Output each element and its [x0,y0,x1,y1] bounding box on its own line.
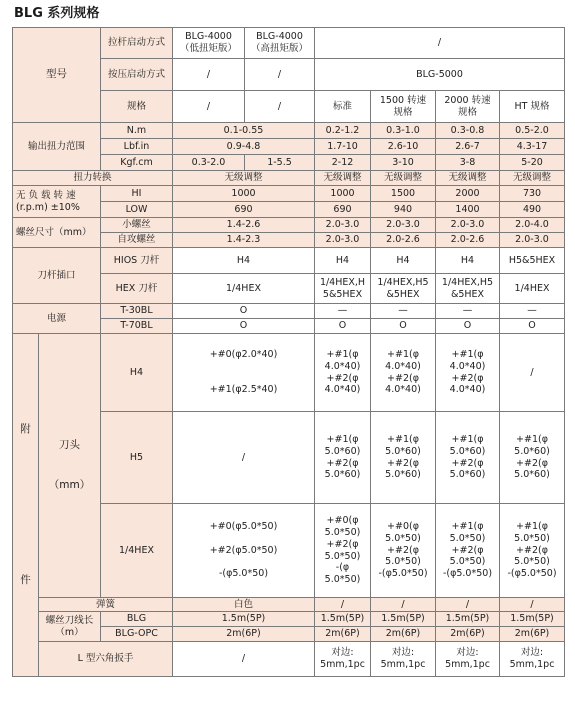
hios-ht: H5&5HEX [500,248,565,274]
t70bl-std: O [315,319,371,334]
hios-bit-label: HIOS 刀杆 [101,248,173,274]
speed-low-label: LOW [101,202,173,218]
l-wrench-std: 对边: 5mm,1pc [315,642,371,677]
speed-low-2000: 1400 [436,202,500,218]
t30bl-std: — [315,304,371,319]
speed-hi-std: 1000 [315,186,371,202]
torque-switch-2000: 无级调整 [436,171,500,186]
t70bl-4000: O [173,319,315,334]
screw-small-4000: 1.4-2.6 [173,218,315,233]
bit-hex-2000: +#1(φ 5.0*50) +#2(φ 5.0*50) -(φ5.0*50) [436,504,500,598]
spring-4000: 白色 [173,598,315,612]
press-slash-high: / [245,59,315,91]
spec-2000: 2000 转速 规格 [436,91,500,123]
model-label: 型号 [13,28,101,123]
t30bl-label: T-30BL [101,304,173,319]
torque-nm-std: 0.2-1.2 [315,123,371,139]
torque-switch-std: 无级调整 [315,171,371,186]
speed-label: 无 负 载 转 速 (r.p.m) ±10% [13,186,101,218]
t30bl-4000: O [173,304,315,319]
accessory-label [13,334,39,677]
l-wrench-1500: 对边: 5mm,1pc [371,642,436,677]
screw-small-1500: 2.0-3.0 [371,218,436,233]
torque-lbf-ht: 4.3-17 [500,139,565,155]
torque-switch-ht: 无级调整 [500,171,565,186]
wire-opc-label: BLG-OPC [101,627,173,642]
bit-h5-label: H5 [101,412,173,504]
hex-1500: 1/4HEX,H5 &5HEX [371,274,436,304]
bit-socket-label: 刀杆插口 [13,248,101,304]
t30bl-ht: — [500,304,565,319]
torque-nm-1500: 0.3-1.0 [371,123,436,139]
blg4000-low-header: BLG-4000 （低扭矩版） [173,28,245,59]
spec-high: / [245,91,315,123]
speed-hi-ht: 730 [500,186,565,202]
wire-blg-2000: 1.5m(5P) [436,612,500,627]
hios-2000: H4 [436,248,500,274]
t30bl-1500: — [371,304,436,319]
torque-kgf-1500: 3-10 [371,155,436,171]
hex-bit-label: HEX 刀杆 [101,274,173,304]
speed-hi-2000: 2000 [436,186,500,202]
speed-low-4000: 690 [173,202,315,218]
wire-length-label: 螺丝刀线长 （m） [39,612,101,642]
spring-std: / [315,598,371,612]
wire-blg-1500: 1.5m(5P) [371,612,436,627]
wire-blg-std: 1.5m(5P) [315,612,371,627]
l-wrench-ht: 对边: 5mm,1pc [500,642,565,677]
accessory-label-top: 附 [20,423,31,436]
bit-h5-4000: / [173,412,315,504]
wire-opc-std: 2m(6P) [315,627,371,642]
spring-2000: / [436,598,500,612]
blg4000-high-header: BLG-4000 （高扭矩版） [245,28,315,59]
bit-h4-ht: / [500,334,565,412]
wire-blg-4000: 1.5m(5P) [173,612,315,627]
torque-switch-1500: 无级调整 [371,171,436,186]
hios-std: H4 [315,248,371,274]
screw-tap-4000: 1.4-2.3 [173,233,315,248]
bit-h4-2000: +#1(φ 4.0*40) +#2(φ 4.0*40) [436,334,500,412]
screw-tap-2000: 2.0-2.6 [436,233,500,248]
torque-nm-4000: 0.1-0.55 [173,123,315,139]
bit-hex-4000: +#0(φ5.0*50) +#2(φ5.0*50) -(φ5.0*50) [173,504,315,598]
bit-hex-std: +#0(φ 5.0*50) +#2(φ 5.0*50) -(φ 5.0*50) [315,504,371,598]
t70bl-1500: O [371,319,436,334]
torque-nm-2000: 0.3-0.8 [436,123,500,139]
power-label: 电源 [13,304,101,334]
wire-opc-4000: 2m(6P) [173,627,315,642]
t30bl-2000: — [436,304,500,319]
bit-hex-label: 1/4HEX [101,504,173,598]
press-slash-low: / [173,59,245,91]
l-wrench-label: L 型六角扳手 [39,642,173,677]
torque-unit-nm: N.m [101,123,173,139]
spec-table [12,27,565,677]
bit-h5-2000: +#1(φ 5.0*60) +#2(φ 5.0*60) [436,412,500,504]
torque-lbf-4000: 0.9-4.8 [173,139,315,155]
torque-unit-lbf: Lbf.in [101,139,173,155]
t70bl-ht: O [500,319,565,334]
bit-h4-1500: +#1(φ 4.0*40) +#2(φ 4.0*40) [371,334,436,412]
blg5000-header: BLG-5000 [315,59,565,91]
wire-opc-1500: 2m(6P) [371,627,436,642]
t70bl-label: T-70BL [101,319,173,334]
torque-nm-ht: 0.5-2.0 [500,123,565,139]
hex-std: 1/4HEX,H 5&5HEX [315,274,371,304]
screw-small-std: 2.0-3.0 [315,218,371,233]
spec-low: / [173,91,245,123]
pull-start-slash: / [315,28,565,59]
bit-h5-std: +#1(φ 5.0*60) +#2(φ 5.0*60) [315,412,371,504]
hios-1500: H4 [371,248,436,274]
torque-lbf-std: 1.7-10 [315,139,371,155]
screw-size-label: 螺丝尺寸（mm） [13,218,101,248]
torque-switch-4000: 无级调整 [173,171,315,186]
torque-kgf-std: 2-12 [315,155,371,171]
torque-lbf-1500: 2.6-10 [371,139,436,155]
hex-4000: 1/4HEX [173,274,315,304]
spring-label: 弹簧 [39,598,173,612]
screw-tap-label: 自攻螺丝 [101,233,173,248]
l-wrench-4000: / [173,642,315,677]
torque-lbf-2000: 2.6-7 [436,139,500,155]
page-title: BLG 系列规格 [14,6,100,21]
speed-low-std: 690 [315,202,371,218]
torque-kgf-low: 0.3-2.0 [173,155,245,171]
bit-h5-ht: +#1(φ 5.0*60) +#2(φ 5.0*60) [500,412,565,504]
l-wrench-2000: 对边: 5mm,1pc [436,642,500,677]
torque-label: 输出扭力范围 [13,123,101,171]
spec-1500: 1500 转速 规格 [371,91,436,123]
wire-blg-ht: 1.5m(5P) [500,612,565,627]
pull-start-label: 拉杆启动方式 [101,28,173,59]
bit-h4-label: H4 [101,334,173,412]
hios-4000: H4 [173,248,315,274]
bit-hex-ht: +#1(φ 5.0*50) +#2(φ 5.0*50) -(φ5.0*50) [500,504,565,598]
accessory-label-bottom: 件 [20,574,31,587]
speed-low-ht: 490 [500,202,565,218]
spring-ht: / [500,598,565,612]
torque-kgf-2000: 3-8 [436,155,500,171]
hex-ht: 1/4HEX [500,274,565,304]
speed-hi-4000: 1000 [173,186,315,202]
screw-tap-std: 2.0-3.0 [315,233,371,248]
wire-opc-ht: 2m(6P) [500,627,565,642]
press-start-label: 按压启动方式 [101,59,173,91]
screw-small-label: 小螺丝 [101,218,173,233]
screw-small-ht: 2.0-4.0 [500,218,565,233]
bit-h5-1500: +#1(φ 5.0*60) +#2(φ 5.0*60) [371,412,436,504]
spec-label: 规格 [101,91,173,123]
bit-label: 刀头 （mm） [39,334,101,598]
speed-low-1500: 940 [371,202,436,218]
spring-1500: / [371,598,436,612]
spec-standard: 标准 [315,91,371,123]
screw-tap-1500: 2.0-2.6 [371,233,436,248]
speed-hi-label: HI [101,186,173,202]
hex-2000: 1/4HEX,H5 &5HEX [436,274,500,304]
speed-hi-1500: 1500 [371,186,436,202]
wire-opc-2000: 2m(6P) [436,627,500,642]
torque-switch-label: 扭力转换 [13,171,173,186]
screw-tap-ht: 2.0-3.0 [500,233,565,248]
torque-kgf-high: 1-5.5 [245,155,315,171]
spec-ht: HT 规格 [500,91,565,123]
torque-unit-kgf: Kgf.cm [101,155,173,171]
bit-h4-std: +#1(φ 4.0*40) +#2(φ 4.0*40) [315,334,371,412]
t70bl-2000: O [436,319,500,334]
screw-small-2000: 2.0-3.0 [436,218,500,233]
torque-kgf-ht: 5-20 [500,155,565,171]
bit-hex-1500: +#0(φ 5.0*50) +#2(φ 5.0*50) -(φ5.0*50) [371,504,436,598]
bit-h4-4000: +#0(φ2.0*40) +#1(φ2.5*40) [173,334,315,412]
wire-blg-label: BLG [101,612,173,627]
